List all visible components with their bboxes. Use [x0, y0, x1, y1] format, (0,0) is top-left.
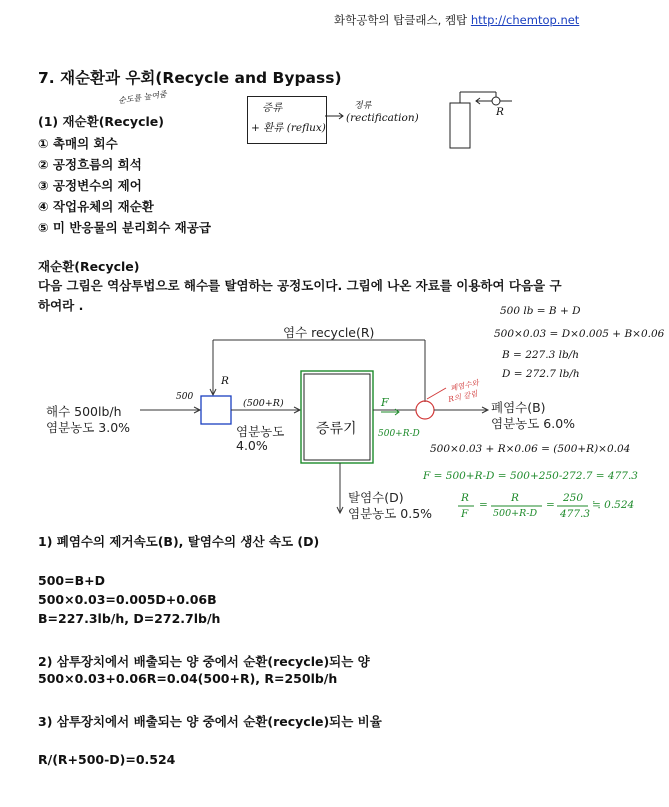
header-link[interactable]: http://chemtop.net — [470, 13, 580, 27]
answer-line: B=227.3lb/h, D=272.7lb/h — [38, 611, 221, 626]
product-label-line2: 염분농도 0.5% — [348, 506, 433, 521]
product-label-line1: 탈염수(D) — [348, 490, 404, 505]
recycle-uses-heading: (1) 재순환(Recycle) — [38, 114, 164, 129]
red-note-line2: R의 갈림 — [447, 389, 479, 404]
hw-calc-line: B = 227.3 lb/h — [502, 349, 579, 361]
waste-label-line1: 폐염수(B) — [491, 400, 546, 415]
problem-line1: 다음 그림은 역삼투법으로 해수를 탈염하는 공정도이다. 그림에 나온 자료를 이용하여 다음을 구 — [38, 278, 562, 293]
waste-label-line2: 염분농도 6.0% — [491, 416, 576, 431]
box-note-line2: + 환류 (reflux) — [251, 122, 326, 134]
hw-F: F — [381, 396, 389, 409]
answer-line: 500=B+D — [38, 573, 105, 588]
green-ratio-left-den: F — [461, 508, 469, 520]
mixer-box — [201, 396, 231, 424]
q1-heading: 1) 폐염수의 제거속도(B), 탈염수의 생산 속도 (D) — [38, 534, 320, 549]
mix-label-line2: 4.0% — [236, 438, 268, 453]
green-ratio-right-den: 477.3 — [560, 508, 591, 520]
hw-500: 500 — [176, 392, 194, 402]
green-F-calc: F = 500+R-D = 500+250-272.7 = 477.3 — [423, 470, 638, 482]
green-ratio-result: ≒ 0.524 — [592, 499, 635, 511]
green-ratio-right-num: 250 — [563, 492, 584, 504]
list-item: ④ 작업유체의 재순환 — [38, 199, 154, 214]
green-ratio-eq: = — [479, 499, 488, 511]
red-note-line1: 폐염수와 — [449, 378, 480, 393]
hw-R: R — [221, 375, 229, 387]
feed-label-line2: 염분농도 3.0% — [46, 420, 131, 435]
answer-line: 500×0.03=0.005D+0.06B — [38, 592, 217, 607]
list-item: ⑤ 미 반응물의 분리회수 재공급 — [38, 220, 211, 235]
mini-diagram-label: R — [496, 106, 504, 118]
green-ratio-eq2: = — [546, 499, 555, 511]
recycle-label: 염수 recycle(R) — [283, 325, 375, 340]
mini-column-sketch — [450, 92, 512, 148]
q3-heading: 3) 삼투장치에서 배출되는 양 중에서 순환(recycle)되는 비율 — [38, 714, 382, 729]
green-ratio-mid-den: 500+R-D — [493, 508, 538, 519]
list-item: ② 공정흐름의 희석 — [38, 157, 142, 172]
section-title: 7. 재순환과 우회(Recycle and Bypass) — [38, 69, 342, 87]
box-note-line1: 증류 — [262, 102, 283, 114]
list-item: ③ 공정변수의 제어 — [38, 178, 142, 193]
green-ratio-left-num: R — [461, 492, 469, 504]
q2-heading: 2) 삼투장치에서 배출되는 양 중에서 순환(recycle)되는 양 — [38, 654, 370, 669]
answer-line: R/(R+500-D)=0.524 — [38, 752, 176, 767]
hw-calc-line: D = 272.7 lb/h — [502, 368, 580, 380]
hw-calc-line: 500 lb = B + D — [500, 305, 581, 317]
hw-balance: 500×0.03 + R×0.06 = (500+R)×0.04 — [430, 443, 631, 455]
hw-500R: (500+R) — [243, 398, 284, 409]
unit-label: 증류기 — [316, 421, 357, 437]
recycle-heading: 재순환(Recycle) — [38, 259, 140, 274]
green-ratio-mid-num: R — [511, 492, 519, 504]
hw-calc-line: 500×0.03 = D×0.005 + B×0.06 — [494, 328, 665, 340]
answer-line: 500×0.03+0.06R=0.04(500+R), R=250lb/h — [38, 671, 338, 686]
annotation-purity: 순도를 높여줌 — [117, 89, 168, 106]
feed-label-line1: 해수 500lb/h — [46, 404, 122, 419]
arrow-note-line2: (rectification) — [346, 112, 419, 124]
osmosis-unit-box — [301, 371, 373, 463]
splitter-circle — [416, 401, 434, 419]
problem-line2: 하여라 . — [38, 298, 84, 313]
header-text: 화학공학의 탑클래스, 켐탑 — [334, 13, 471, 27]
hw-F-eq: 500+R-D — [378, 429, 420, 439]
list-item: ① 촉매의 회수 — [38, 136, 118, 151]
arrow-note-line1: 정류 — [354, 101, 372, 111]
mix-label-line1: 염분농도 — [236, 424, 285, 439]
